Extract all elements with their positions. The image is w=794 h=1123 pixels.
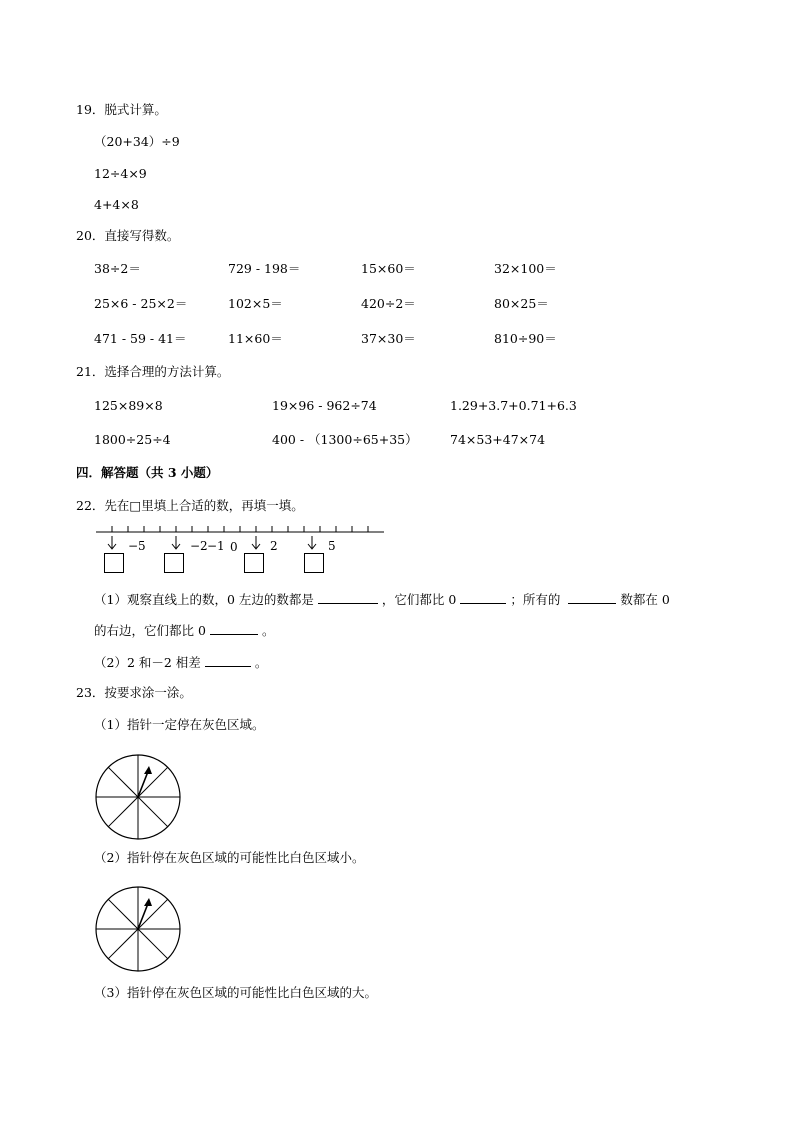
down-arrow-icon	[308, 536, 316, 549]
q22-text: ，它们都比 0	[381, 592, 457, 607]
q23-title: 23．按要求涂一涂。	[76, 685, 192, 700]
q20-cell: 32×100＝	[494, 261, 557, 276]
answer-blank[interactable]	[318, 591, 378, 604]
q21-cell: 1800÷25÷4	[94, 432, 171, 447]
q21-cell: 1.29+3.7+0.71+6.3	[450, 398, 577, 413]
answer-box[interactable]	[304, 553, 324, 573]
q23-part3: （3）指针停在灰色区域的可能性比白色区域的大。	[94, 985, 377, 1000]
q22-text: 的右边，它们都比 0	[94, 623, 206, 638]
q21-cell: 19×96 - 962÷74	[272, 398, 377, 413]
q22-text: （1）观察直线上的数，0 左边的数都是	[94, 592, 314, 607]
q22-text: 。	[261, 623, 275, 638]
answer-blank[interactable]	[205, 654, 251, 667]
q20-cell: 102×5＝	[228, 296, 283, 311]
section-heading: 四．解答题（共 3 小题）	[76, 465, 219, 480]
answer-blank[interactable]	[460, 591, 506, 604]
q23-part1: （1）指针一定停在灰色区域。	[94, 717, 265, 732]
q22-part1-line2	[94, 622, 274, 639]
q22-text: ；所有的	[510, 592, 561, 607]
answer-box[interactable]	[164, 553, 184, 573]
q21-cell: 125×89×8	[94, 398, 163, 413]
down-arrow-icon	[252, 536, 260, 549]
q22-text: （2）2 和－2 相差	[94, 655, 201, 670]
q22-part1-line1	[94, 591, 670, 608]
q23-part2: （2）指针停在灰色区域的可能性比白色区域小。	[94, 850, 365, 865]
q20-cell: 25×6 - 25×2＝	[94, 296, 188, 311]
answer-box[interactable]	[244, 553, 264, 573]
q19-item-2: 12÷4×9	[94, 166, 147, 181]
q20-cell: 11×60＝	[228, 331, 283, 346]
q22-part2	[94, 654, 267, 671]
q19-title: 19．脱式计算。	[76, 102, 167, 117]
q20-cell: 37×30＝	[361, 331, 416, 346]
q21-cell: 400 - （1300÷65+35）	[272, 432, 418, 447]
number-line-label: −1	[207, 539, 225, 553]
q21-cell: 74×53+47×74	[450, 432, 546, 447]
number-line-label: −5	[128, 539, 146, 553]
q22-title: 22．先在□里填上合适的数，再填一填。	[76, 498, 304, 513]
q20-cell: 38÷2＝	[94, 261, 141, 276]
number-line-label: 5	[328, 539, 336, 553]
answer-blank[interactable]	[210, 622, 258, 635]
q20-cell: 810÷90＝	[494, 331, 557, 346]
spinner-wheel[interactable]	[93, 884, 183, 974]
number-line-label: −2	[190, 539, 208, 553]
q20-cell: 80×25＝	[494, 296, 549, 311]
q20-cell: 420÷2＝	[361, 296, 416, 311]
q22-text: 。	[254, 655, 268, 670]
q22-text: 数都在 0	[620, 592, 670, 607]
q19-item-3: 4+4×8	[94, 197, 139, 212]
answer-box[interactable]	[104, 553, 124, 573]
q20-cell: 471 - 59 - 41＝	[94, 331, 187, 346]
q20-cell: 15×60＝	[361, 261, 416, 276]
q20-title: 20．直接写得数。	[76, 228, 180, 243]
number-line-label: 2	[270, 539, 278, 553]
spinner-wheel[interactable]	[93, 752, 183, 842]
down-arrow-icon	[172, 536, 180, 549]
q21-title: 21．选择合理的方法计算。	[76, 364, 230, 379]
q19-item-1: （20+34）÷9	[94, 134, 180, 149]
down-arrow-icon	[108, 536, 116, 549]
q20-cell: 729 - 198＝	[228, 261, 301, 276]
number-line-label: 0	[230, 540, 238, 554]
answer-blank[interactable]	[568, 591, 616, 604]
number-line-ticks	[112, 526, 368, 532]
number-line	[90, 524, 390, 560]
